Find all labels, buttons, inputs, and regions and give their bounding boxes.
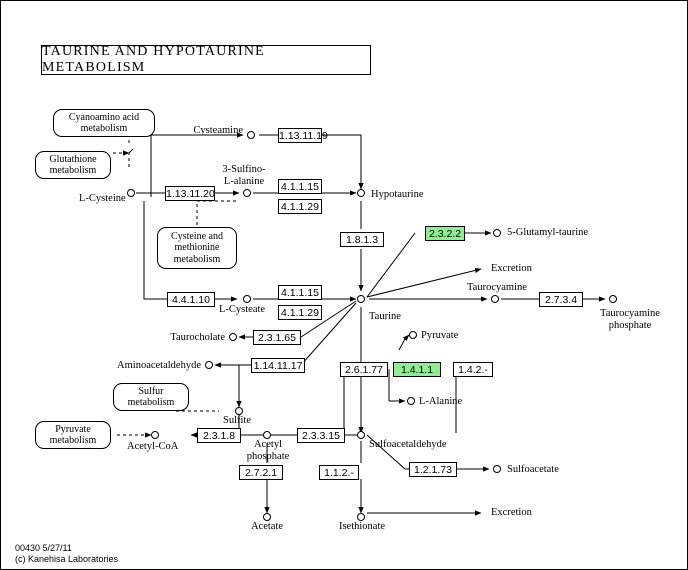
compound-node-taurocholate[interactable] — [229, 333, 237, 341]
compound-label-sulfite: Sulfite — [223, 415, 251, 426]
compound-label-cysteamine: Cysteamine — [193, 125, 243, 136]
compound-node-acetate[interactable] — [263, 513, 271, 521]
map-link-label: Pyruvate metabolism — [49, 423, 97, 446]
enzyme-1.13.11.19[interactable]: 1.13.11.19 — [279, 130, 328, 142]
enzyme-4.1.1.29-taurine[interactable]: 4.1.1.29 — [278, 305, 322, 320]
enzyme-2.3.3.15[interactable]: 2.3.3.15 — [297, 428, 345, 443]
map-link-label: Cyanoamino acid metabolism — [68, 111, 140, 134]
compound-label-3-sulfino-l-alanine: 3-Sulfino- L-alanine — [222, 164, 266, 188]
compound-label-isethionate: Isethionate — [338, 521, 386, 532]
enzyme-4.1.1.29-hypotaurine[interactable]: 4.1.1.29 — [278, 199, 322, 214]
enzyme-4.1.1.15-hypotaurine[interactable]: 4.1.1.15 — [278, 179, 322, 194]
compound-node-cysteamine[interactable] — [247, 131, 255, 139]
map-id-date: 00430 5/27/11 — [15, 543, 72, 553]
compound-label-aminoacetaldehyde: Aminoacetaldehyde — [117, 360, 201, 371]
compound-label-taurocyamine: Taurocyamine — [467, 282, 527, 293]
compound-node-taurine[interactable] — [357, 295, 365, 303]
enzyme-2.6.1.77[interactable]: 2.6.1.77 — [340, 362, 388, 377]
compound-node-isethionate[interactable] — [357, 513, 365, 521]
map-link-label: Sulfur metabolism — [127, 385, 175, 408]
enzyme-4.4.1.10[interactable]: 4.4.1.10 — [167, 292, 215, 307]
compound-node-l-cysteate[interactable] — [243, 295, 251, 303]
compound-label-taurine: Taurine — [369, 311, 401, 322]
map-link-label: Glutathione metabolism — [49, 153, 97, 176]
enzyme-1.8.1.3[interactable]: 1.8.1.3 — [340, 232, 384, 247]
copyright-credit: (c) Kanehisa Laboratories — [15, 554, 119, 564]
compound-label-excretion-bottom: Excretion — [491, 507, 532, 518]
compound-label-excretion-upper: Excretion — [491, 263, 532, 274]
compound-node-pyruvate[interactable] — [409, 331, 417, 339]
enzyme-1.1.2.-[interactable]: 1.1.2.- — [319, 465, 359, 480]
compound-label-hypotaurine: Hypotaurine — [371, 189, 424, 200]
map-link-pyruvate-metabolism[interactable] — [35, 421, 111, 449]
compound-node-sulfite[interactable] — [235, 407, 243, 415]
compound-node-l-alanine[interactable] — [407, 397, 415, 405]
enzyme-2.3.2.2[interactable]: 2.3.2.2 — [425, 226, 465, 241]
compound-label-acetyl-coa: Acetyl-CoA — [127, 441, 179, 452]
compound-node-sulfoacetate[interactable] — [493, 465, 501, 473]
compound-label-sulfoacetate: Sulfoacetate — [507, 464, 559, 475]
enzyme-2.3.1.65[interactable]: 2.3.1.65 — [253, 330, 301, 345]
compound-label-l-cysteine: L-Cysteine — [79, 193, 126, 204]
compound-label-5-glutamyl-taurine: 5-Glutamyl-taurine — [507, 227, 589, 238]
enzyme-2.3.1.8[interactable]: 2.3.1.8 — [197, 428, 241, 443]
compound-node-acetyl-coa[interactable] — [151, 431, 159, 439]
compound-label-acetyl-phosphate: Acetyl phosphate — [246, 439, 290, 463]
map-link-label: Cysteine and methionine metabolism — [171, 230, 223, 265]
map-link-cyanoamino-acid-metabolism[interactable] — [53, 109, 155, 137]
page-title: TAURINE AND HYPOTAURINE METABOLISM — [41, 45, 371, 75]
compound-node-l-cysteine[interactable] — [127, 189, 135, 197]
compound-label-l-cysteate: L-Cysteate — [219, 304, 266, 315]
map-link-glutathione-metabolism[interactable] — [35, 151, 111, 179]
compound-label-sulfoacetaldehyde: Sulfoacetaldehyde — [369, 439, 447, 450]
pathway-edges — [1, 1, 688, 570]
compound-node-sulfoacetaldehyde[interactable] — [357, 431, 365, 439]
compound-node-hypotaurine[interactable] — [357, 189, 365, 197]
enzyme-2.7.2.1[interactable]: 2.7.2.1 — [239, 465, 283, 480]
compound-node-taurocyamine[interactable] — [491, 295, 499, 303]
enzyme-2.7.3.4[interactable]: 2.7.3.4 — [539, 292, 583, 307]
compound-node-3-sulfino-l-alanine[interactable] — [243, 189, 251, 197]
compound-label-taurocholate: Taurocholate — [170, 332, 225, 343]
compound-label-acetate: Acetate — [250, 521, 284, 532]
enzyme-1.4.2.-[interactable]: 1.4.2.- — [453, 362, 493, 377]
enzyme-1.2.1.73[interactable]: 1.2.1.73 — [409, 462, 457, 477]
compound-label-taurocyamine-phosphate: Taurocyamine phosphate — [600, 308, 660, 332]
compound-label-pyruvate: Pyruvate — [421, 330, 459, 341]
enzyme-1.13.11.20[interactable]: 1.13.11.20 — [166, 188, 215, 200]
compound-node-aminoacetaldehyde[interactable] — [205, 361, 213, 369]
enzyme-4.1.1.15-taurine[interactable]: 4.1.1.15 — [278, 285, 322, 300]
compound-label-l-alanine: L-Alanine — [419, 396, 463, 407]
enzyme-1.14.11.17[interactable]: 1.14.11.17 — [251, 358, 305, 373]
compound-node-5-glutamyl-taurine[interactable] — [493, 229, 501, 237]
enzyme-1.4.1.1[interactable]: 1.4.1.1 — [393, 362, 441, 377]
map-link-cysteine-and-methionine-metabolism[interactable] — [157, 227, 237, 269]
compound-node-acetyl-phosphate[interactable] — [263, 431, 271, 439]
compound-node-taurocyamine-phosphate[interactable] — [609, 295, 617, 303]
map-link-sulfur-metabolism[interactable] — [113, 383, 189, 411]
